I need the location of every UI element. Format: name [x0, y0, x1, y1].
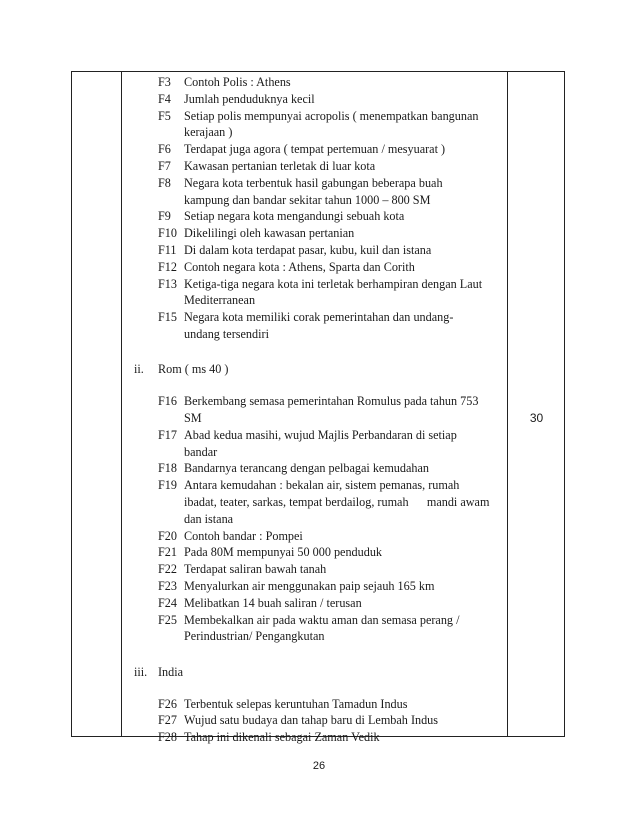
item-code: F25 — [158, 612, 177, 627]
item-code: F4 — [158, 91, 171, 106]
item-code: F3 — [158, 75, 171, 89]
column-divider-right — [507, 72, 508, 736]
item-text: Pada 80M mempunyai 50 000 penduduk — [184, 545, 383, 560]
item-code: F12 — [158, 259, 177, 274]
item-text: Terdapat juga agora ( tempat pertemuan / mesyuarat ) — [184, 142, 446, 157]
item-text: Berkembang semasa pemerintahan Romulus pada tahun 753 — [184, 394, 479, 409]
item-text: Negara kota terbentuk hasil gabungan beberapa buah — [184, 175, 443, 190]
item-text: Menyalurkan air menggunakan paip sejauh 165 km — [184, 579, 435, 593]
item-code: F28 — [158, 730, 177, 745]
answer-table — [71, 71, 565, 745]
page-number: 26 — [312, 760, 326, 772]
item-code: F20 — [158, 528, 177, 543]
item-text: Ketiga-tiga negara kota ini terletak berhampiran dengan Laut — [184, 276, 483, 291]
item-text: Antara kemudahan : bekalan air, sistem pemanas, rumah — [184, 478, 460, 493]
item-text: Terbentuk selepas keruntuhan Tamadun Indus — [184, 696, 408, 711]
answer-content — [72, 72, 507, 745]
section-number: iii. — [134, 664, 148, 679]
item-code: F16 — [158, 394, 177, 409]
item-text: Membekalkan air pada waktu aman dan semasa perang / — [184, 612, 460, 627]
item-text: Contoh Polis : Athens — [184, 75, 291, 89]
item-text: Negara kota memiliki corak pemerintahan dan undang- — [184, 310, 454, 325]
item-code: F27 — [158, 713, 177, 728]
item-text: Perindustrian/ Pengangkutan — [184, 629, 325, 644]
item-text: Dikelilingi oleh kawasan pertanian — [184, 226, 355, 241]
item-code: F22 — [158, 562, 177, 577]
item-code: F15 — [158, 310, 177, 325]
item-code: F24 — [158, 595, 177, 610]
item-text: Wujud satu budaya dan tahap baru di Lembah Indus — [184, 713, 439, 728]
item-code: F10 — [158, 226, 177, 241]
item-text: Setiap polis mempunyai acropolis ( menempatkan bangunan — [184, 108, 479, 123]
item-text: Terdapat saliran bawah tanah — [184, 562, 327, 577]
item-code: F13 — [158, 276, 177, 291]
item-text: Tahap ini dikenali sebagai Zaman Vedik — [184, 730, 380, 745]
item-code: F21 — [158, 545, 177, 560]
item-code: F6 — [158, 142, 171, 157]
section-title: India — [158, 664, 184, 679]
item-text: SM — [184, 411, 202, 425]
item-text: Melibatkan 14 buah saliran / terusan — [184, 595, 362, 610]
item-text: Contoh bandar : Pompei — [184, 528, 303, 543]
item-text: Bandarnya terancang dengan pelbagai kemudahan — [184, 461, 429, 476]
item-code: F7 — [158, 159, 171, 173]
item-text: Mediterranean — [184, 293, 256, 308]
item-code: F9 — [158, 209, 171, 224]
marks-value: 30 — [529, 411, 544, 425]
item-code: F23 — [158, 579, 177, 593]
item-text: kerajaan ) — [184, 125, 233, 140]
item-text: Setiap negara kota mengandungi sebuah kota — [184, 209, 405, 224]
item-code: F18 — [158, 461, 177, 476]
item-code: F8 — [158, 175, 171, 190]
item-text: Jumlah penduduknya kecil — [184, 91, 315, 106]
item-text: Kawasan pertanian terletak di luar kota — [184, 159, 376, 173]
item-code: F11 — [158, 243, 177, 257]
item-code: F26 — [158, 696, 177, 711]
section-number: ii. — [134, 362, 144, 377]
item-text: ibadat, teater, sarkas, tempat berdailog, rumah mandi awam — [184, 495, 490, 509]
item-text: Contoh negara kota : Athens, Sparta dan Corith — [184, 259, 415, 274]
item-code: F5 — [158, 108, 171, 123]
item-text: kampung dan bandar sekitar tahun 1000 – 800 SM — [184, 192, 431, 207]
section-title: Rom ( ms 40 ) — [158, 362, 229, 377]
item-text: bandar — [184, 444, 218, 459]
item-text: Di dalam kota terdapat pasar, kubu, kuil dan istana — [184, 243, 432, 257]
item-text: dan istana — [184, 511, 234, 526]
item-text: Abad kedua masihi, wujud Majlis Perbandaran di setiap — [184, 427, 457, 442]
item-text: undang tersendiri — [184, 327, 269, 341]
item-code: F19 — [158, 478, 177, 493]
item-code: F17 — [158, 427, 177, 442]
